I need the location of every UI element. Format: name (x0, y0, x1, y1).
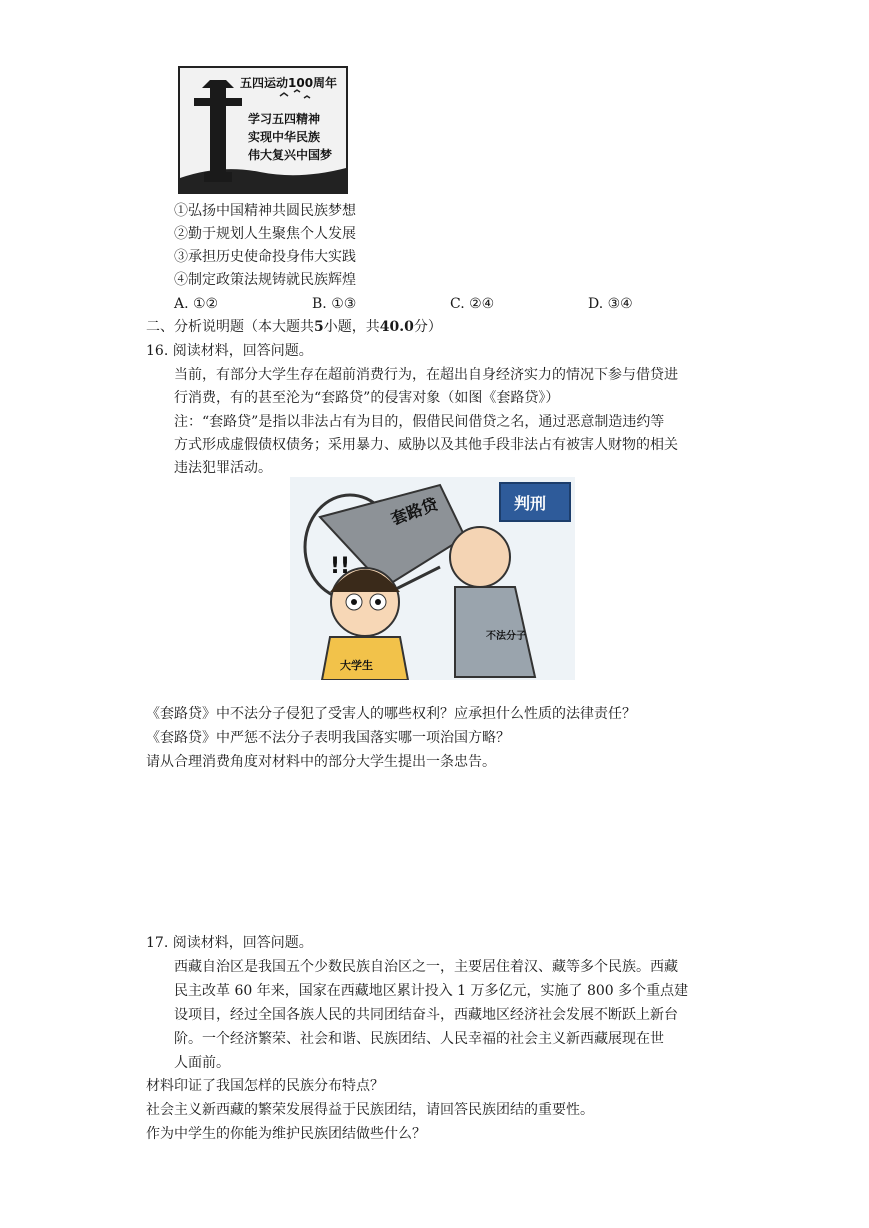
may-fourth-poster-image (178, 66, 348, 194)
q16-heading: 16. 阅读材料，回答问题。 (146, 343, 313, 359)
q16-material-line: 违法犯罪活动。 (174, 460, 272, 476)
q16-question: 《套路贷》中不法分子侵犯了受害人的哪些权利？应承担什么性质的法律责任？ (146, 706, 636, 722)
q16-material-line: 方式形成虚假债权债务；采用暴力、威胁以及其他手段非法占有被害人财物的相关 (174, 437, 678, 453)
q15-statement: ③承担历史使命投身伟大实践 (174, 249, 356, 265)
q17-heading: 17. 阅读材料，回答问题。 (146, 935, 313, 951)
net-label: 套路贷 (388, 494, 441, 529)
q16-material-line: 当前，有部分大学生存在超前消费行为，在超出自身经济实力的情况下参与借贷进 (174, 367, 678, 383)
loan-trap-cartoon-image (290, 477, 575, 680)
q16-question: 《套路贷》中严惩不法分子表明我国落实哪一项治国方略？ (146, 730, 510, 746)
sentence-sign-label: 判刑 (514, 494, 547, 513)
q15-choice-d: D. ③④ (588, 296, 633, 312)
svg-text:!!: !! (330, 554, 351, 579)
q17-material-line: 民主改革 60 年来，国家在西藏地区累计投入 1 万多亿元，实施了 800 多个重点建 (174, 983, 689, 999)
poster-slogan-line: 伟大复兴中国梦 (248, 148, 333, 162)
q15-statement: ①弘扬中国精神共圆民族梦想 (174, 203, 356, 219)
q15-statement: ④制定政策法规铸就民族辉煌 (174, 272, 356, 288)
q17-question: 作为中学生的你能为维护民族团结做些什么？ (146, 1126, 426, 1142)
section-heading: 二、分析说明题（本大题共5小题，共40.0分） (146, 319, 442, 335)
q17-question: 社会主义新西藏的繁荣发展得益于民族团结，请回答民族团结的重要性。 (146, 1102, 594, 1118)
q15-choice-a: A. ①② (174, 296, 219, 312)
q15-choice-b: B. ①③ (312, 296, 357, 312)
q16-material-line: 行消费，有的甚至沦为“套路贷”的侵害对象（如图《套路贷》） (174, 390, 560, 406)
q17-material-line: 人面前。 (174, 1055, 230, 1071)
q16-material-line: 注：“套路贷”是指以非法占有为目的，假借民间借贷之名，通过恶意制造违约等 (174, 414, 665, 430)
q16-question: 请从合理消费角度对材料中的部分大学生提出一条忠告。 (146, 754, 496, 770)
q17-material-line: 设项目，经过全国各族人民的共同团结奋斗，西藏地区经济社会发展不断跃上新台 (174, 1007, 678, 1023)
poster-logo: 五四运动100周年 (240, 76, 338, 90)
q15-choice-c: C. ②④ (450, 296, 495, 312)
poster-slogan-line: 学习五四精神 (248, 112, 321, 126)
q17-question: 材料印证了我国怎样的民族分布特点？ (146, 1078, 384, 1094)
q17-material-line: 西藏自治区是我国五个少数民族自治区之一，主要居住着汉、藏等多个民族。西藏 (174, 959, 678, 975)
student-label: 大学生 (340, 659, 373, 672)
q15-statement: ②勤于规划人生聚焦个人发展 (174, 226, 356, 242)
criminal-label: 不法分子 (486, 631, 526, 642)
poster-slogan-line: 实现中华民族 (248, 130, 321, 144)
q17-material-line: 阶。一个经济繁荣、社会和谐、民族团结、人民幸福的社会主义新西藏展现在世 (174, 1031, 664, 1047)
